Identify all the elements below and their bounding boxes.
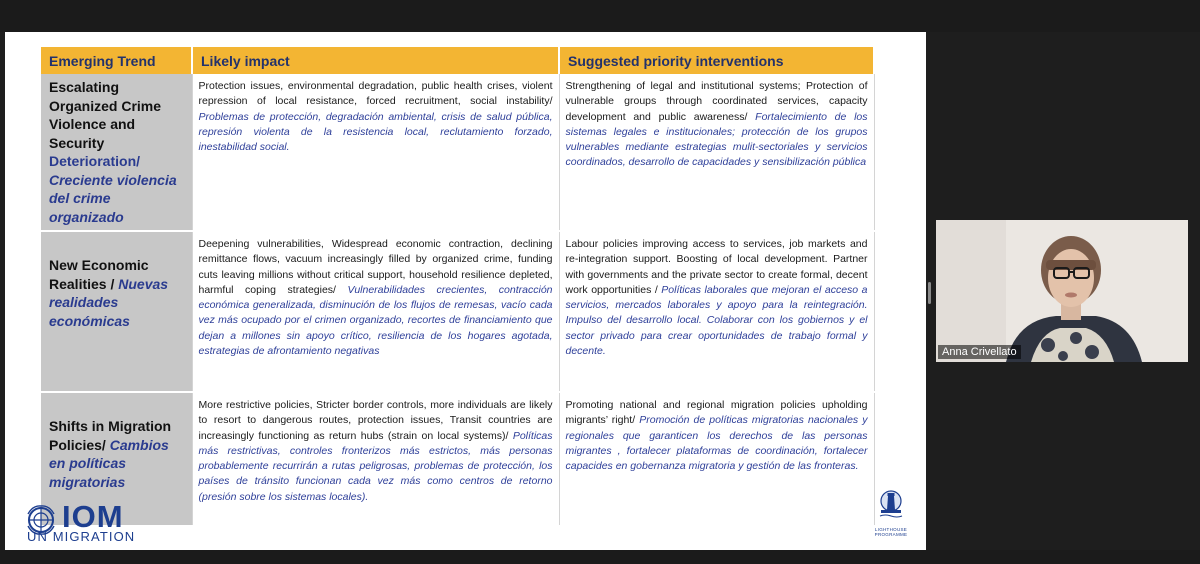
top-bar [0,0,1200,32]
participant-video-tile[interactable] [936,220,1188,362]
impact-cell [192,74,559,231]
header-interventions: Suggested priority interventions [559,47,874,74]
interventions-en: Labour policies improving access to services, job markets and re-integration support. Boosting of local development. Partner with governments and the private sector to create formal, decent work opportunities / [565,238,868,296]
trend-table [41,47,875,527]
lighthouse-programme-logo [871,490,911,542]
table-row [41,231,874,392]
lighthouse-icon [878,490,904,522]
trend-separator: / [106,275,119,292]
impact-cell [192,231,559,392]
trend-title-es: Creciente violencia del crime organizado [49,171,177,225]
impact-cell [192,392,559,526]
interventions-es: Promoción de políticas migratorias nacionales y regionales que garanticen los derechos de las personas migrantes , fortalecer plataformas de coordinación, fortalecer capacides en gobernanza migratoria y gestión de las fronteras. [565,414,868,473]
trend-title-es: Nuevas realidades económicas [49,275,169,329]
trend-cell [41,74,192,231]
impact-es: Vulnerabilidades crecientes, contracción económica generalizada, disminución de los flujos de remesas, vacío cada vez más ocupado por el crimen organizado, recortes de financiamiento que dejan a millones sin apoyo crítico, resiliencia de los hogares agotada, estrategias de afrontamiento negativas [198,283,553,358]
trend-title-es-lead: Deterioration/ [49,153,141,169]
impact-en: Protection issues, environmental degradation, public health crises, violent repression of local resistance, forced recruitment, social instability/ [198,80,553,108]
impact-es: Políticas más restrictivas, controles fronterizos más estrictos, más personas probablemente recurrirán a rutas peligrosas, problemas de protección, los países de tránsito funcionan cada vez más como centros de retorno (presión sobre los sistemas locales). [198,429,553,503]
shared-slide [5,32,926,550]
impact-en: More restrictive policies, Stricter border controls, more individuals are likely to resort to dangerous routes, protection issues, Transit countries are increasingly functioning as return hubs (strain on local systems)/ [198,399,553,442]
impact-es: Problemas de protección, degradación ambiental, crisis de salud pública, represión violenta de la resistencia local, reclutamiento forzado, inestabilidad social. [198,110,553,154]
participant-video-feed [936,220,1188,362]
interventions-es: Políticas laborales que mejoran el acceso a servicios, mercados laborales y apoyo para la reintegración. Impulso del desarrollo local. Colaborar con los gobiernos y el sector privado para crear oportunidades de trabajo formal y decente. [565,283,868,358]
impact-en: Deepening vulnerabilities, Widespread economic contraction, declining remittance flows, vacuum increasingly filled by organized crime, funding cuts leaving millions without critical support, household resilience depleted, harmful coping strategies/ [198,238,553,296]
interventions-cell [559,392,874,526]
header-likely-impact: Likely impact [192,47,559,74]
interventions-es: Fortalecimiento de los sistemas legales e institucionales; protección de los grupos vulnerables mediante estrategias mulit-sectoriales y servicios coordinados, desarrollo de capacidades y sensibilización pública [565,110,868,169]
interventions-en: Promoting national and regional migration policies upholding migrants’ right/ [565,399,868,427]
lighthouse-line-1: LIGHTHOUSE [874,527,908,532]
header-emerging-trend: Emerging Trend [41,47,192,74]
interventions-cell [559,74,874,231]
table-row [41,74,874,231]
interventions-cell [559,231,874,392]
table-row [41,392,874,526]
trend-cell [41,231,192,392]
iom-wordmark: IOM [62,499,124,534]
trend-title-en: New Economic Realities [49,257,149,292]
trend-title-en: Escalating Organized Crime Violence and Security [49,79,162,151]
trend-title-en: Shifts in Migration Policies/ [49,418,172,453]
interventions-en: Strengthening of legal and institutional systems; Protection of vulnerable groups through coordinated services, capacity development and public awareness/ [565,80,868,123]
lighthouse-line-2: PROGRAMME [874,532,908,537]
participant-name: Anna Crivellato [938,345,1021,359]
bottom-bar [0,550,1200,564]
table-header-row [41,47,874,74]
iom-tagline: UN MIGRATION [27,529,136,544]
trend-title-es: Cambios en políticas migratorias [49,436,169,490]
